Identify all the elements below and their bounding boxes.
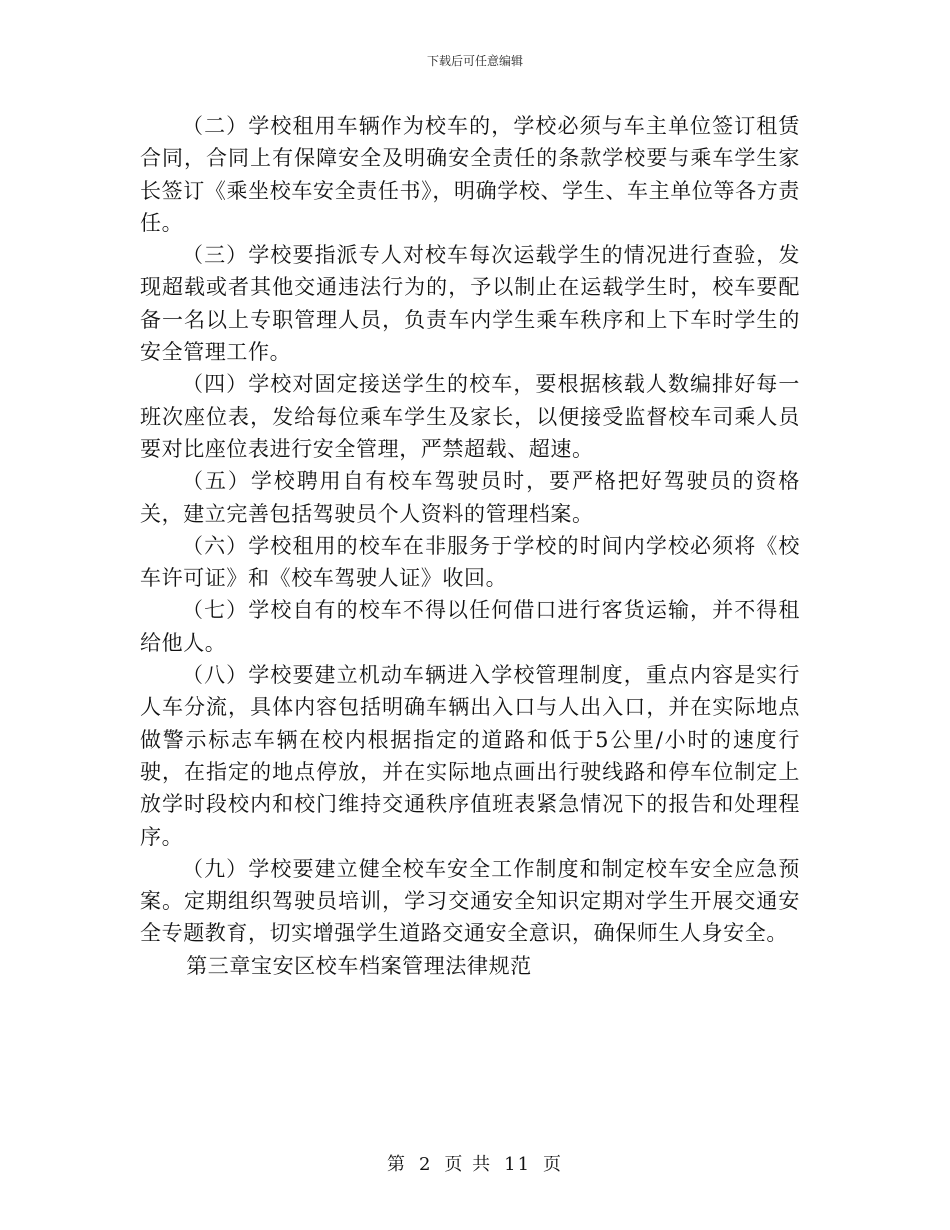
page-footer — [0, 1150, 950, 1176]
footer-prefix: 第 — [386, 1154, 407, 1175]
paragraph-7: （七）学校自有的校车不得以任何借口进行客货运输，并不得租给他人。 — [140, 598, 800, 655]
paragraph-5: （五）学校聘用自有校车驾驶员时，要严格把好驾驶员的资格关，建立完善包括驾驶员个人资料的管理档案。 — [140, 469, 800, 526]
footer-suffix: 页 — [543, 1154, 564, 1175]
paragraph-6: （六）学校租用的校车在非服务于学校的时间内学校必须将《校车许可证》和《校车驾驶人证》收回。 — [140, 533, 800, 591]
paragraph-9: （九）学校要建立健全校车安全工作制度和制定校车安全应急预案。定期组织驾驶员培训，学习交通安全知识定期对学生开展交通安全专题教育，切实增强学生道路交通安全意识，确保师生人身安全。 — [140, 856, 800, 946]
paragraph-3: （三）学校要指派专人对校车每次运载学生的情况进行查验，发现超载或者其他交通违法行为的，予以制止在运载学生时，校车要配备一名以上专职管理人员，负责车内学生乘车秩序和上下车时学生的安全管理工作。 — [140, 243, 800, 365]
paragraph-8: （八）学校要建立机动车辆进入学校管理制度，重点内容是实行人车分流，具体内容包括明确车辆出入口与人出入口，并在实际地点做警示标志车辆在校内根据指定的道路和低于5公里/小时的速度行驶，在指定的地点停放，并在实际地点画出行驶线路和停车位制定上放学时段校内和校门维持交通秩序值班表紧急情况下的报告和处理程序。 — [140, 663, 800, 849]
paragraph-4: （四）学校对固定接送学生的校车，要根据核载人数编排好每一班次座位表，发给每位乘车学生及家长，以便接受监督校车司乘人员要对比座位表进行安全管理，严禁超载、超速。 — [140, 372, 800, 461]
page-header: 下载后可任意编辑 — [426, 54, 523, 68]
page-total: 11 — [504, 1154, 532, 1175]
paragraph-2: （二）学校租用车辆作为校车的，学校必须与车主单位签订租赁合同，合同上有保障安全及明确安全责任的条款学校要与乘车学生家长签订《乘坐校车安全责任书》，明确学校、学生、车主单位等各方责任。 — [140, 114, 800, 235]
chapter-heading: 第三章宝安区校车档案管理法律规范 — [186, 953, 532, 978]
document-body — [140, 110, 800, 982]
footer-middle: 页 共 — [444, 1154, 493, 1175]
page-number: 2 — [418, 1154, 433, 1175]
